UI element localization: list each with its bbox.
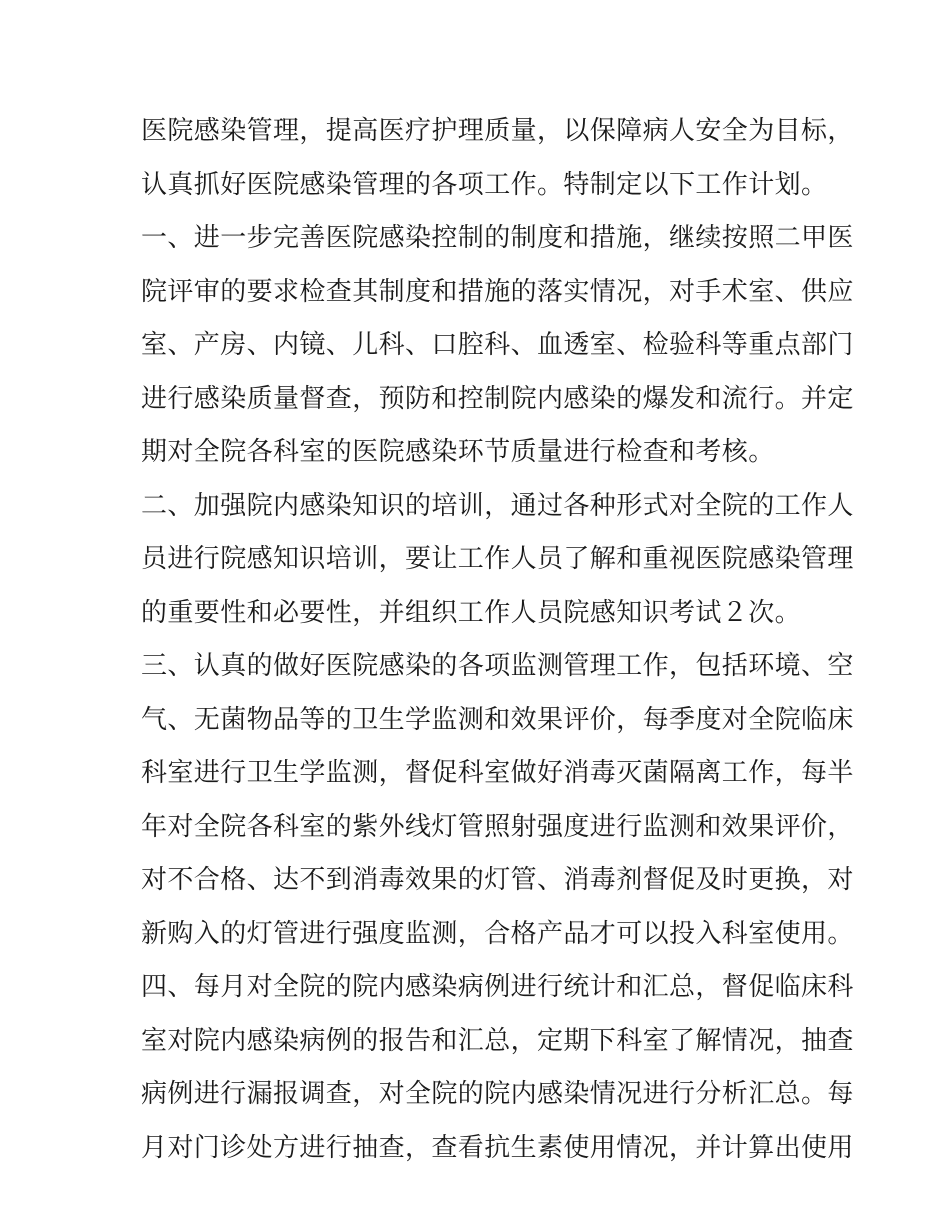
text-line: 四、每月对全院的院内感染病例进行统计和汇总，督促临床科 bbox=[141, 972, 854, 1002]
text-line: 院评审的要求检查其制度和措施的落实情况，对手术室、供应 bbox=[141, 276, 854, 307]
text-line: 进行感染质量督查，预防和控制院内感染的爆发和流行。并定 bbox=[141, 383, 854, 414]
text-line: 年对全院各科室的紫外线灯管照射强度进行监测和效果评价， bbox=[141, 811, 854, 842]
text-line: 员进行院感知识培训，要让工作人员了解和重视医院感染管理 bbox=[141, 544, 854, 574]
text-line: 月对门诊处方进行抽查，查看抗生素使用情况，并计算出使用 bbox=[141, 1132, 854, 1163]
text-line: 科室进行卫生学监测，督促科室做好消毒灭菌隔离工作，每半 bbox=[141, 758, 854, 788]
document-body bbox=[141, 105, 854, 1175]
text-line: 医院感染管理，提高医疗护理质量，以保障病人安全为目标， bbox=[141, 116, 854, 146]
text-line: 二、加强院内感染知识的培训，通过各种形式对全院的工作人 bbox=[141, 490, 854, 521]
text-line: 病例进行漏报调查，对全院的院内感染情况进行分析汇总。每 bbox=[141, 1079, 854, 1109]
text-line: 的重要性和必要性，并组织工作人员院感知识考试２次。 bbox=[141, 597, 802, 628]
text-line: 对不合格、达不到消毒效果的灯管、消毒剂督促及时更换，对 bbox=[141, 865, 854, 895]
text-line: 新购入的灯管进行强度监测，合格产品才可以投入科室使用。 bbox=[141, 918, 854, 949]
text-line: 三、认真的做好医院感染的各项监测管理工作，包括环境、空 bbox=[141, 651, 854, 681]
text-line: 一、进一步完善医院感染控制的制度和措施，继续按照二甲医 bbox=[141, 223, 854, 253]
text-line: 期对全院各科室的医院感染环节质量进行检查和考核。 bbox=[141, 437, 775, 467]
text-line: 认真抓好医院感染管理的各项工作。特制定以下工作计划。 bbox=[141, 169, 828, 200]
text-line: 气、无菌物品等的卫生学监测和效果评价，每季度对全院临床 bbox=[141, 704, 854, 735]
text-line: 室对院内感染病例的报告和汇总，定期下科室了解情况，抽查 bbox=[141, 1025, 854, 1056]
text-line: 室、产房、内镜、儿科、口腔科、血透室、检验科等重点部门 bbox=[141, 330, 854, 360]
